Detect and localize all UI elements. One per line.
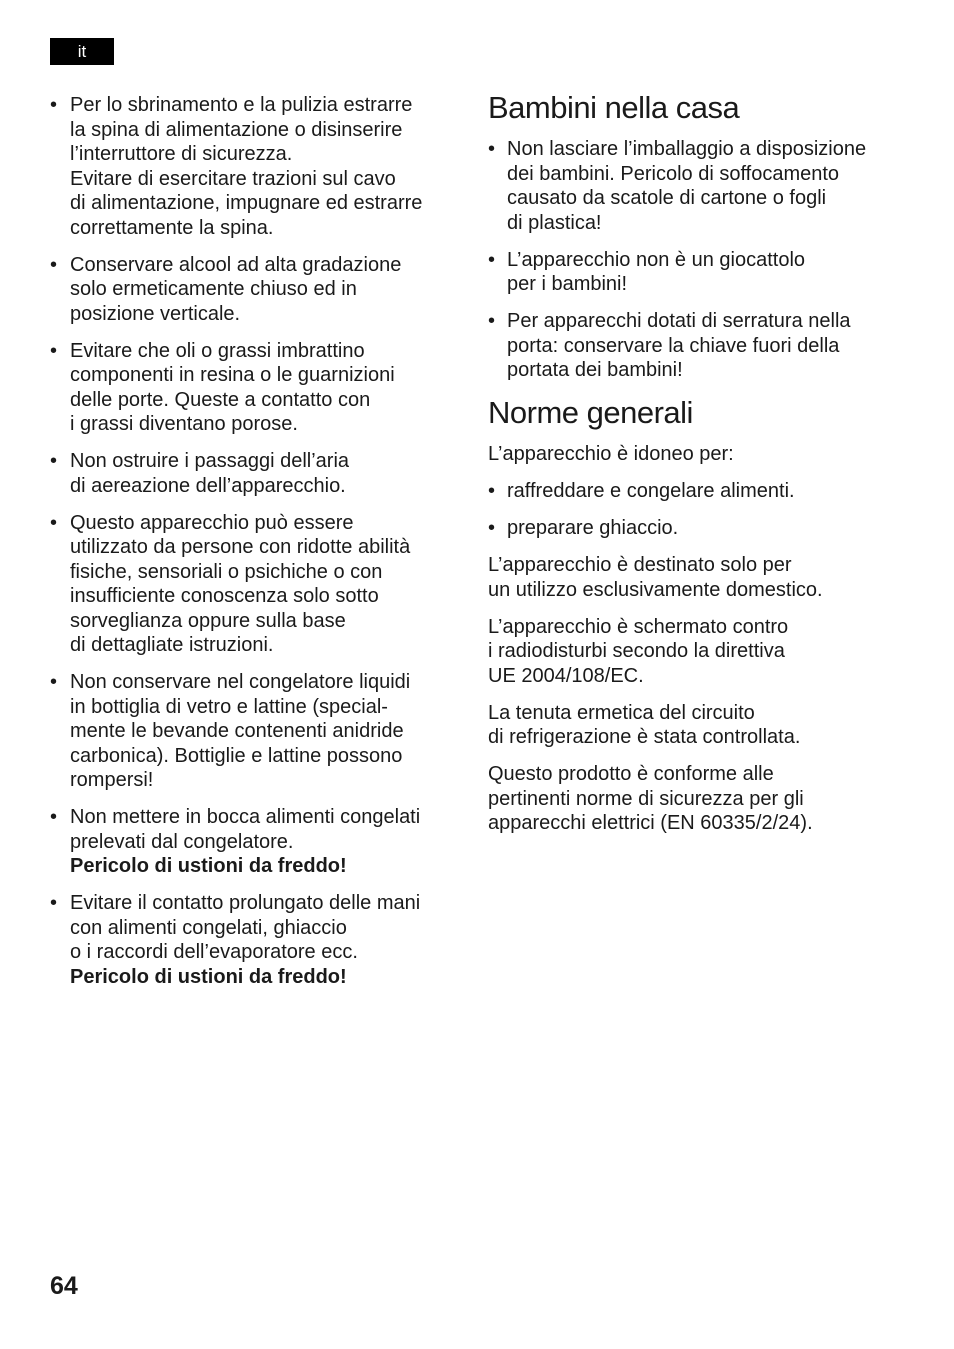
- safety-list: [50, 93, 460, 989]
- list-item: • preparare ghiaccio.: [488, 516, 908, 541]
- list-item-text: Evitare il contatto prolungato delle mani con alimenti congelati, ghiaccio o i raccordi dell’evaporatore ecc.: [70, 892, 421, 963]
- list-item: • Per apparecchi dotati di serratura nella porta: conservare la chiave fuori della portata dei bambini!: [488, 309, 908, 383]
- list-item: [50, 670, 460, 793]
- warning-text: Pericolo di ustioni da freddo!: [70, 855, 347, 877]
- list-item-text: Per lo sbrinamento e la pulizia estrarre la spina di alimentazione o disinserire l’interruttore di sicurezza. Evitare di esercitare trazioni sul cavo di alimentazione, impugnare ed estrarre correttamente la spina.: [70, 94, 423, 239]
- intro-paragraph: L’apparecchio è idoneo per:: [488, 443, 734, 465]
- children-list: [488, 137, 908, 383]
- paragraph: L’apparecchio è destinato solo per un utilizzo esclusivamente domestico.: [488, 554, 823, 601]
- section-heading: Norme generali: [488, 395, 693, 430]
- list-item: [50, 93, 460, 240]
- list-item-text: Non ostruire i passaggi dell’aria di aereazione dell’apparecchio.: [70, 450, 350, 497]
- list-item: • raffreddare e congelare alimenti.: [488, 479, 908, 504]
- right-column: [488, 90, 908, 848]
- list-item-text: Evitare che oli o grassi imbrattino componenti in resina o le guarnizioni delle porte. Queste a contatto con i grassi diventano porose.: [70, 339, 395, 435]
- paragraph: Questo prodotto è conforme alle pertinenti norme di sicurezza per gli apparecchi elettrici (EN 60335/2/24).: [488, 763, 813, 834]
- warning-text: Pericolo di ustioni da freddo!: [70, 965, 347, 988]
- list-item: • L’apparecchio non è un giocattolo per i bambini!: [488, 248, 908, 297]
- list-item: [50, 449, 460, 498]
- list-item: [50, 891, 460, 989]
- list-item: [50, 339, 460, 437]
- list-item: [50, 805, 460, 879]
- paragraph: La tenuta ermetica del circuito di refrigerazione è stata controllata.: [488, 701, 801, 748]
- general-section: [488, 395, 908, 836]
- list-item-text: Non conservare nel congelatore liquidi in bottiglia di vetro e lattine (special- mente le bevande contenenti anidride carbonica). Bottiglie e lattine possono rompersi!: [70, 671, 411, 791]
- section-heading: Bambini nella casa: [488, 90, 740, 125]
- list-item-text: Non mettere in bocca alimenti congelati prelevati dal congelatore.: [70, 806, 421, 853]
- list-item: [50, 511, 460, 658]
- list-item-text: Questo apparecchio può essere utilizzato da persone con ridotte abilità fisiche, sensoriali o psichiche o con insufficiente conoscenza solo sotto sorveglianza oppure sulla base di dettagliate istruzioni.: [70, 511, 411, 656]
- list-item-text: Conservare alcool ad alta gradazione solo ermeticamente chiuso ed in posizione verticale.: [70, 253, 402, 325]
- list-item: • Non lasciare l’imballaggio a disposizione dei bambini. Pericolo di soffocamento causato da scatole di cartone o fogli di plastica!: [488, 137, 908, 235]
- children-section: [488, 90, 908, 383]
- page-number: 64: [50, 1272, 78, 1300]
- uses-list: [488, 479, 908, 541]
- paragraph: L’apparecchio è schermato contro i radiodisturbi secondo la direttiva UE 2004/108/EC.: [488, 615, 789, 687]
- list-item: [50, 253, 460, 327]
- left-column: [50, 93, 460, 1002]
- language-tab: it: [50, 38, 114, 65]
